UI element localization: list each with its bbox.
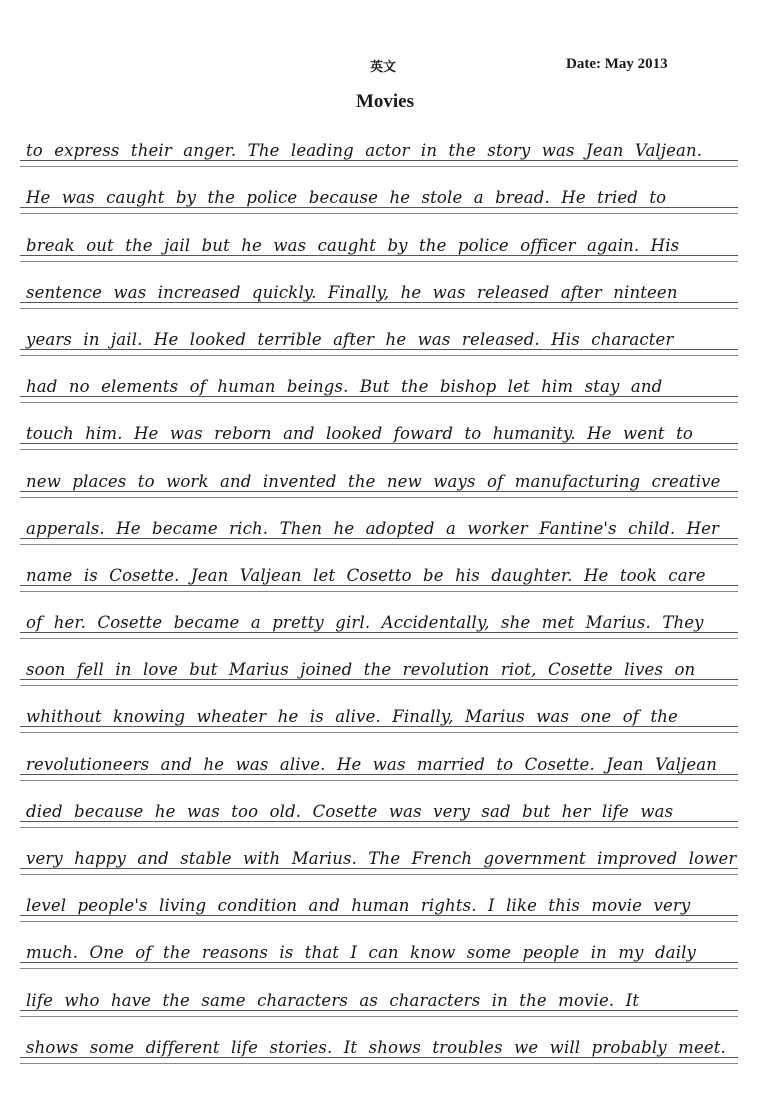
essay-line: [20, 450, 738, 497]
essay-line-text: level people's living condition and human rights. I like this movie very: [26, 896, 691, 916]
essay-line-text: shows some different life stories. It shows troubles we will probably meet.: [26, 1037, 726, 1057]
essay-line: [20, 733, 738, 780]
essay-line: [20, 592, 738, 639]
essay-line: [20, 686, 738, 733]
essay-line-text: apperals. He became rich. Then he adopted a worker Fantine's child. Her: [26, 518, 720, 538]
essay-line: [20, 262, 738, 309]
essay-line-text: much. One of the reasons is that I can know some people in my daily: [26, 943, 697, 963]
essay-line-text: break out the jail but he was caught by the police officer again. His: [26, 235, 680, 255]
essay-line-text: name is Cosette. Jean Valjean let Cosetto be his daughter. He took care: [26, 565, 706, 585]
essay-line-text: sentence was increased quickly. Finally, he was released after ninteen: [26, 282, 678, 302]
essay-line-text: touch him. He was reborn and looked foward to humanity. He went to: [26, 424, 693, 444]
essay-line-text: revolutioneers and he was alive. He was married to Cosette. Jean Valjean: [26, 754, 717, 774]
essay-line-text: new places to work and invented the new ways of manufacturing creative: [26, 471, 721, 491]
essay-line: [20, 639, 738, 686]
essay-line: [20, 120, 738, 167]
essay-line: [20, 309, 738, 356]
subject-label: 英文: [370, 60, 397, 75]
date-label: Date: May 2013: [566, 56, 668, 72]
essay-line-text: to express their anger. The leading actor in the story was Jean Valjean.: [26, 141, 703, 161]
essay-line-text: whithout knowing wheater he is alive. Finally, Marius was one of the: [26, 707, 678, 727]
essay-line-text: He was caught by the police because he stole a bread. He tried to: [26, 188, 667, 208]
essay-line: [20, 1017, 738, 1064]
essay-line-text: life who have the same characters as characters in the movie. It: [26, 990, 640, 1010]
essay-line: [20, 167, 738, 214]
essay-line-text: soon fell in love but Marius joined the revolution riot, Cosette lives on: [26, 660, 696, 680]
essay-line: [20, 781, 738, 828]
essay-line: [20, 498, 738, 545]
essay-line-text: of her. Cosette became a pretty girl. Accidentally, she met Marius. They: [26, 613, 704, 633]
essay-line-text: years in jail. He looked terrible after he was released. His character: [26, 329, 674, 349]
essay-line-text: had no elements of human beings. But the bishop let him stay and: [26, 377, 663, 397]
essay-line: [20, 875, 738, 922]
handwritten-essay: [20, 120, 738, 1064]
essay-line: [20, 403, 738, 450]
essay-line: [20, 828, 738, 875]
essay-line-text: very happy and stable with Marius. The French government improved lower: [26, 849, 737, 868]
essay-line: [20, 356, 738, 403]
essay-line: [20, 922, 738, 969]
essay-line: [20, 969, 738, 1016]
essay-line-text: died because he was too old. Cosette was very sad but her life was: [26, 801, 674, 821]
essay-line: [20, 545, 738, 592]
page-title: Movies: [355, 91, 415, 112]
essay-line: [20, 214, 738, 261]
